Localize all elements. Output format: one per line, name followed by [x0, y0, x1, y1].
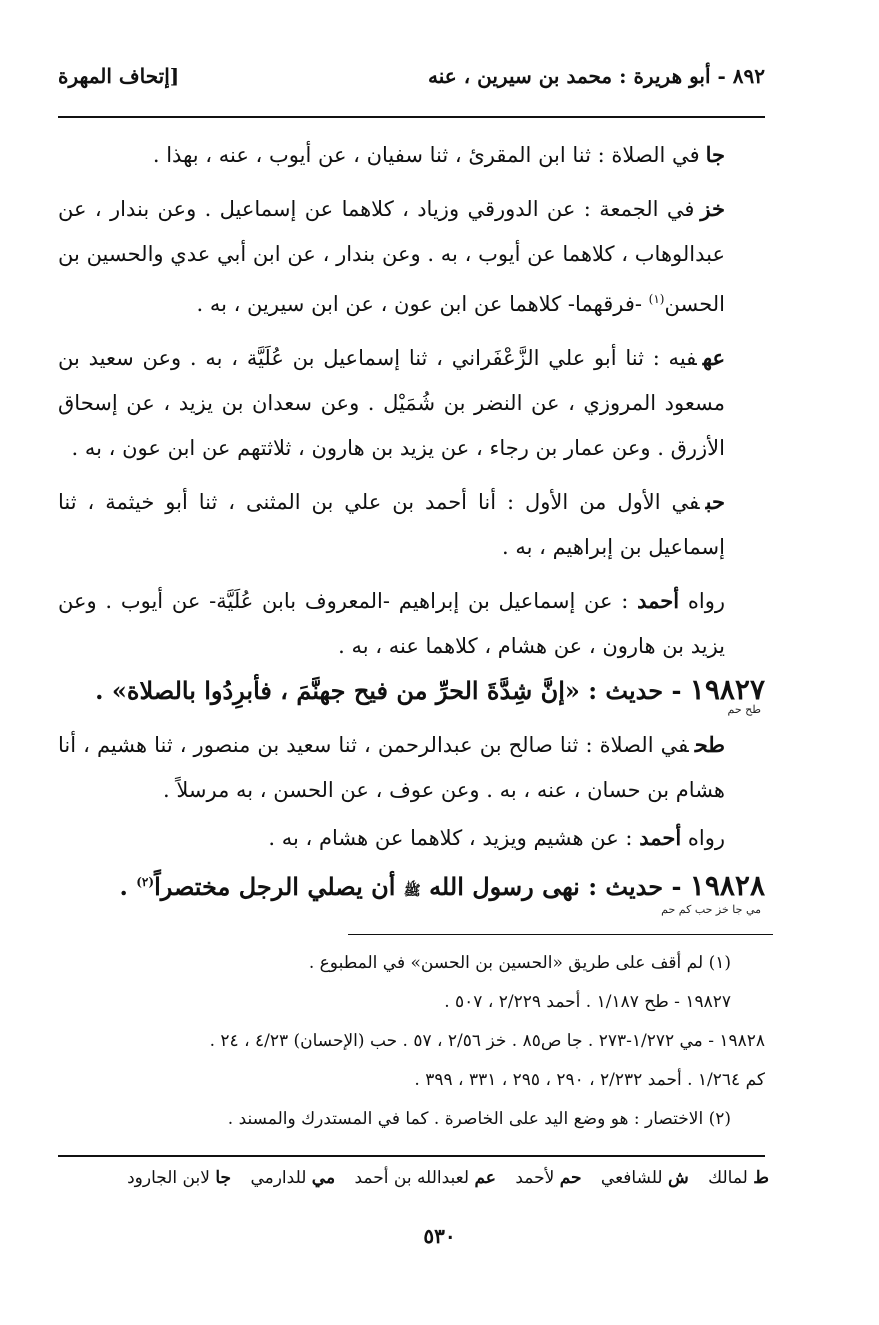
paragraph-text-cont: -فرقهما- كلاهما عن ابن عون ، عن ابن سيرين ، به . — [196, 292, 642, 316]
paragraph-ah — [58, 335, 765, 471]
paragraph-ja — [58, 132, 765, 178]
hadith-text: «إنَّ شِدَّةَ الحرِّ من فيح جهنَّمَ ، فأبرِدُوا بالصلاة» . — [95, 676, 580, 705]
source-code: خز — [700, 196, 725, 221]
paragraph-text: فيه : ثنا أبو علي الزَّعْفَراني ، ثنا إسماعيل بن عُلَيَّة ، به . وعن سعيد بن مسعود المروزي ، عن النضر بن شُمَيْل . وعن سعدان بن يزيد ، عن إسحاق الأزرق . وعن عمار بن رجاء ، عن يزيد بن هارون ، ثلاثتهم عن ابن عون ، به . — [58, 346, 725, 460]
header-rule — [58, 116, 765, 118]
paragraph-lead: رواه — [687, 826, 725, 850]
paragraph-text: في الجمعة : عن الدورقي وزياد ، كلاهما عن إسماعيل . وعن بندار ، عن عبدالوهاب ، كلاهما عن أيوب ، به . وعن بندار ، عن ابن أبي عدي والحسين بن الحسن — [58, 197, 725, 316]
page-number: ٥٣٠ — [423, 1224, 456, 1248]
hadith-text: نهى رسول الله — [429, 872, 580, 901]
paragraph-hb — [58, 479, 765, 570]
hadith-sources: مي جا خز حب كم حم — [661, 903, 761, 916]
paragraph-lead: رواه — [687, 589, 725, 613]
hadith-heading — [58, 863, 765, 910]
hadith-heading — [58, 671, 765, 710]
paragraph-bold: أحمد — [639, 825, 682, 850]
footnote-line: (٢) الاختصار : هو وضع اليد على الخاصرة . كما في المستدرك والمسند . — [227, 1109, 731, 1129]
paragraph-text: : عن إسماعيل بن إبراهيم -المعروف بابن عُلَيَّة- عن أيوب . وعن يزيد بن هارون ، عن هشام ، كلاهما عنه ، به . — [58, 589, 725, 658]
hadith-text-cont: أن يصلي الرجل مختصراً — [154, 872, 396, 901]
source-code: عه — [702, 345, 725, 370]
header-title: ٨٩٢ - أبو هريرة : محمد بن سيرين ، عنه — [428, 64, 765, 88]
abbr-item: حم لأحمد — [515, 1168, 582, 1188]
paragraph-bold: أحمد — [637, 588, 680, 613]
paragraph-text: في الأول من الأول : أنا أحمد بن علي بن المثنى ، ثنا أبو خيثمة ، ثنا إسماعيل بن إبراهيم ، به . — [58, 490, 725, 559]
footnotes — [60, 944, 765, 1139]
main-text — [58, 132, 765, 922]
abbreviations-rule — [58, 1155, 765, 1157]
abbr-item: ش للشافعي — [600, 1168, 689, 1188]
footnote-line: كم ١/٢٦٤ . أحمد ٢/٢٣٢ ، ٢٩٠ ، ٢٩٥ ، ٣٣١ ، ٣٩٩ . — [414, 1070, 765, 1090]
hadith-label: - حديث : — [588, 676, 682, 705]
source-code: حب — [705, 489, 725, 514]
hadith-number: ١٩٨٢٧ — [689, 673, 765, 706]
hadith-19828 — [58, 863, 765, 916]
footnote-ref: (٢) — [136, 875, 155, 889]
paragraph-th — [58, 722, 765, 813]
paragraph-text: في الصلاة : ثنا ابن المقرئ ، ثنا سفيان ، عن أيوب ، عنه ، بهذا . — [152, 143, 700, 167]
running-header — [58, 64, 765, 100]
abbr-item: مي للدارمي — [250, 1168, 336, 1188]
paragraph-ahmad-1 — [58, 578, 765, 669]
paragraph-text: في الصلاة : ثنا صالح بن عبدالرحمن ، ثنا سعيد بن منصور ، ثنا هشيم ، أنا هشام بن حسان ، عنه ، به . وعن عوف ، عن الحسن ، به مرسلاً . — [58, 733, 725, 802]
source-code: جا — [705, 142, 725, 167]
abbreviations-legend — [58, 1168, 769, 1188]
abbr-item: عم لعبدالله بن أحمد — [354, 1168, 496, 1188]
paragraph-text: : عن هشيم ويزيد ، كلاهما عن هشام ، به . — [268, 826, 633, 850]
footnote-line: ١٩٨٢٨ - مي ١/٢٧٢-٢٧٣ . جا ص٨٥ . خز ٢/٥٦ ، ٥٧ . حب (الإحسان) ٤/٢٣ ، ٢٤ . — [209, 1031, 765, 1051]
header-book-title: [إتحاف المهرة — [58, 64, 180, 88]
footnote-ref: (١) — [648, 292, 665, 306]
footnote-line: (١) لم أقف على طريق «الحسين بن الحسن» في المطبوع . — [308, 953, 731, 973]
paragraph-ahmad-2 — [58, 815, 765, 861]
hadith-end: . — [119, 872, 128, 901]
footnote-line: ١٩٨٢٧ - طح ١/١٨٧ . أحمد ٢/٢٢٩ ، ٥٠٧ . — [444, 992, 731, 1012]
hadith-number: ١٩٨٢٨ — [689, 869, 765, 902]
source-code: طح — [694, 732, 725, 757]
abbr-item: ط لمالك — [708, 1168, 769, 1188]
abbr-item: جا لابن الجارود — [127, 1168, 232, 1188]
paragraph-khz — [58, 186, 765, 327]
hadith-sources: طح حم — [727, 703, 761, 716]
hadith-19827 — [58, 671, 765, 716]
hadith-label: - حديث : — [588, 872, 682, 901]
salla-symbol: ﷺ — [403, 883, 421, 899]
footnote-rule — [348, 934, 773, 935]
